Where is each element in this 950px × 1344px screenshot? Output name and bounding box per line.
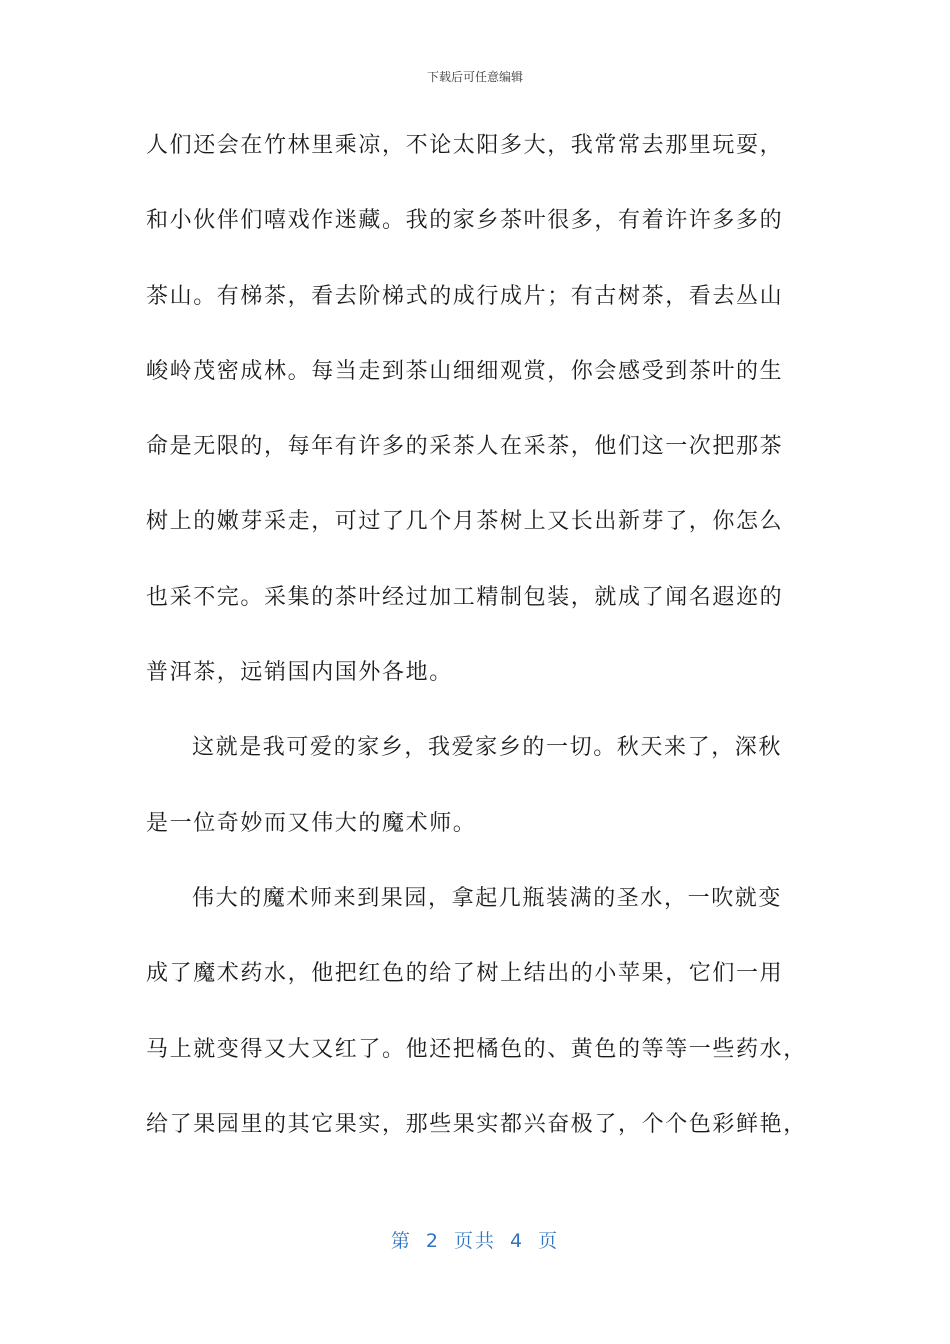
page-number-footer: 第 2 页共 4 页 bbox=[390, 1230, 560, 1252]
text-line: 成了魔术药水，他把红色的给了树上结出的小苹果，它们一用 bbox=[146, 961, 784, 987]
text-line: 峻岭茂密成林。每当走到茶山细细观赏，你会感受到茶叶的生 bbox=[146, 358, 784, 384]
body-text bbox=[146, 126, 806, 1180]
text-line: 是一位奇妙而又伟大的魔术师。 bbox=[146, 810, 477, 836]
text-line: 人们还会在竹林里乘凉，不论太阳多大，我常常去那里玩耍， bbox=[146, 133, 784, 158]
text-line: 和小伙伴们嘻戏作迷藏。我的家乡茶叶很多，有着许许多多的 bbox=[146, 208, 784, 234]
paragraph-start-line: 这就是我可爱的家乡，我爱家乡的一切。秋天来了，深秋 bbox=[192, 735, 783, 761]
text-line: 普洱茶，远销国内国外各地。 bbox=[146, 660, 453, 686]
page-header: 下载后可任意编辑 bbox=[426, 70, 523, 84]
text-line: 马上就变得又大又红了。他还把橘色的、黄色的等等一些药水， bbox=[146, 1036, 807, 1062]
text-line: 茶山。有梯茶，看去阶梯式的成行成片；有古树茶，看去丛山 bbox=[146, 283, 784, 309]
text-line: 也采不完。采集的茶叶经过加工精制包装，就成了闻名遐迩的 bbox=[146, 584, 784, 610]
text-line: 命是无限的，每年有许多的采茶人在采茶，他们这一次把那茶 bbox=[146, 434, 784, 460]
text-line: 树上的嫩芽采走，可过了几个月茶树上又长出新芽了，你怎么 bbox=[146, 509, 784, 535]
text-line: 给了果园里的其它果实，那些果实都兴奋极了，个个色彩鲜艳， bbox=[146, 1111, 807, 1137]
paragraph-start-line: 伟大的魔术师来到果园，拿起几瓶装满的圣水，一吹就变 bbox=[192, 885, 783, 911]
